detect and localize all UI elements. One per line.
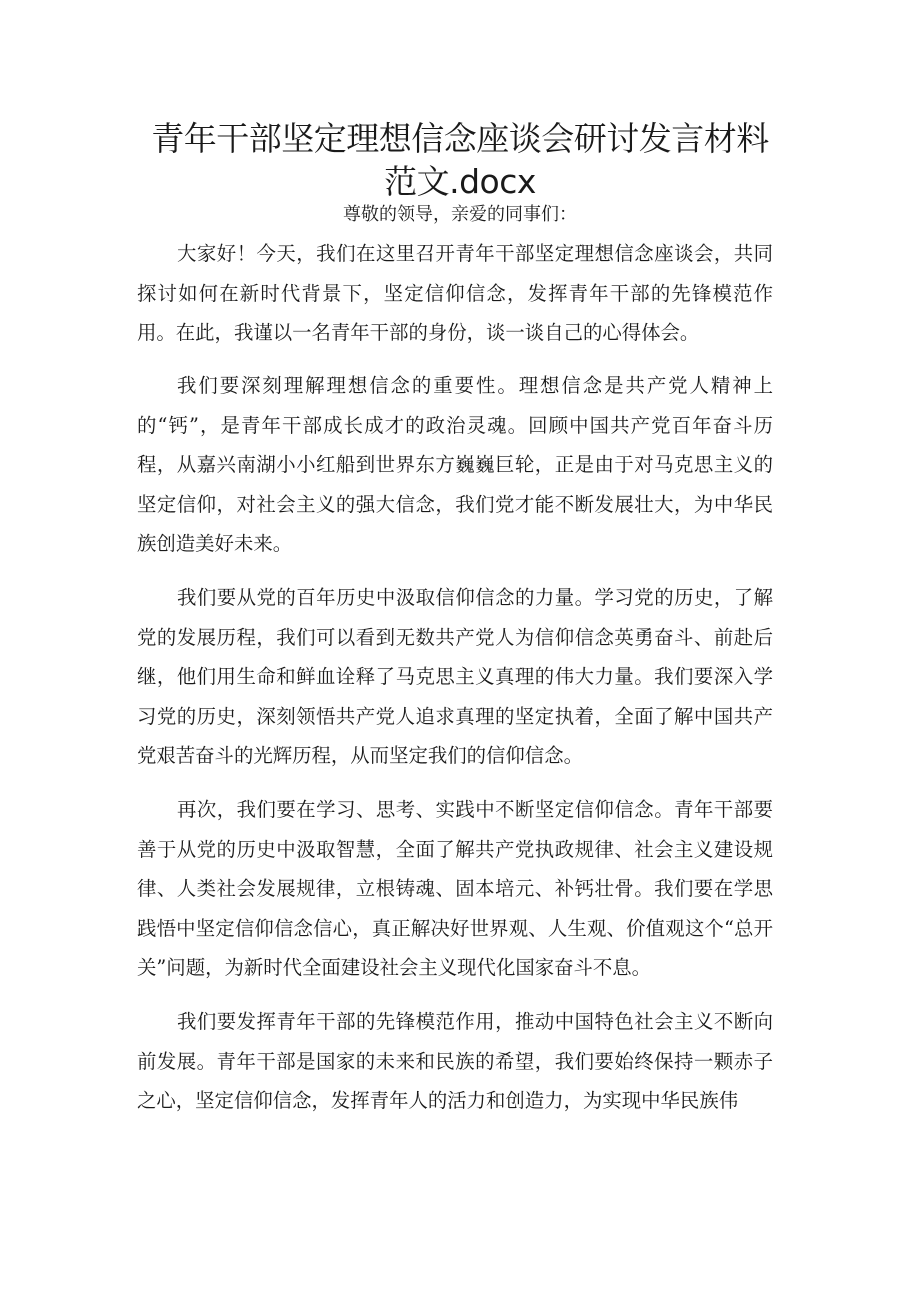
paragraph-5: 我们要发挥青年干部的先锋模范作用，推动中国特色社会主义不断向前发展。青年干部是国家的未来和民族的希望，我们要始终保持一颗赤子之心，坚定信仰信念，发挥青年人的活力和创造力，为实现中华民族伟 [137,1010,773,1112]
salutation: 尊敬的领导，亲爱的同事们： [343,204,577,225]
document-title-line-2: 范文.docx [384,162,536,201]
document-title-line-1: 青年干部坚定理想信念座谈会研讨发言材料 [151,119,769,158]
paragraph-4: 再次，我们要在学习、思考、实践中不断坚定信仰信念。青年干部要善于从党的历史中汲取智慧，全面了解共产党执政规律、社会主义建设规律、人类社会发展规律，立根铸魂、固本培元、补钙壮骨。我们要在学思践悟中坚定信仰信念信心，真正解决好世界观、人生观、价值观这个“总开关”问题，为新时代全面建设社会主义现代化国家奋斗不息。 [137,798,773,979]
paragraph-2: 我们要深刻理解理想信念的重要性。理想信念是共产党人精神上的“钙”，是青年干部成长成才的政治灵魂。回顾中国共产党百年奋斗历程，从嘉兴南湖小小红船到世界东方巍巍巨轮，正是由于对马克思主义的坚定信仰，对社会主义的强大信念，我们党才能不断发展壮大，为中华民族创造美好未来。 [137,374,773,555]
paragraph-3: 我们要从党的百年历史中汲取信仰信念的力量。学习党的历史，了解党的发展历程，我们可以看到无数共产党人为信仰信念英勇奋斗、前赴后继，他们用生命和鲜血诠释了马克思主义真理的伟大力量。我们要深入学习党的历史，深刻领悟共产党人追求真理的坚定执着，全面了解中国共产党艰苦奋斗的光辉历程，从而坚定我们的信仰信念。 [137,586,773,767]
paragraph-1: 大家好！今天，我们在这里召开青年干部坚定理想信念座谈会，共同探讨如何在新时代背景下，坚定信仰信念，发挥青年干部的先锋模范作用。在此，我谨以一名青年干部的身份，谈一谈自己的心得体会。 [137,242,773,344]
